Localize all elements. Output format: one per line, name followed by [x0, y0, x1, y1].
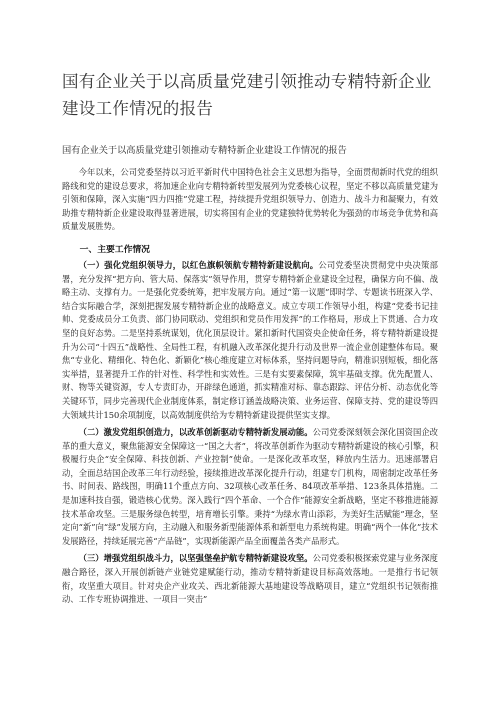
paragraph-2-lead: （二）激发党组织创造力，以改革创新驱动专精特新发展动能。: [78, 427, 313, 438]
document-subtitle: 国有企业关于以高质量党建引领推动专精特新企业建设工作情况的报告: [62, 145, 347, 156]
paragraph-2-text: 公司党委深刻领会深化国资国企改革的重大意义，聚焦能源安全保障这一“国之大者”，将改革创新作为驱动专精特新建设的核心引擎，积极履行央企“安全保障、科技创新、产业控制”使命。一是深化改革攻坚，释放内生活力。迅速部署启动，全面总结国企改革三年行动经验，接续推进改革深化提升行动，组建专门机构，周密制定改革任务书、时间表、路线图，明确11个重点方向、32项核心改革任务、84项改革举措、123条具体措施。二是加速科技自强，锻造核心优势。深入践行“四个革命、一个合作”能源安全新战略，坚定不移推进能源技术革命攻坚。三是服务绿色转型，培育增长引擎。秉持“为绿水青山添彩，为美好生活赋能”理念，坚定向“新”向“绿”发展方向，主动融入和服务新型能源体系和新型电力系统构建。明确“两个一体化”技术发展路径，持续延展完善“产品链”，实现新能源产品全面覆盖各类产品形式。: [62, 427, 438, 546]
paragraph-2: [62, 426, 438, 548]
section-heading: 一、主要工作情况: [79, 244, 150, 255]
paragraph-3-text: 公司党委积极探索党建与业务深度融合路径，深入开展创新链产业链党建赋能行动，推动专精特新建设目标高效落地。一是推行书记领衔，攻坚重大项目。针对央企产业攻关、西北新能源大基地建设等战略项目，建立“党组织书记领衔推动、工作专班协调推进、一项目一突击”: [62, 553, 438, 605]
document-title: 国有企业关于以高质量党建引领推动专精特新企业建设工作情况的报告: [62, 72, 432, 118]
paragraph-3: [62, 552, 438, 606]
paragraph-3-lead: （三）增强党组织战斗力，以坚强堡垒护航专精特新建设攻坚。: [78, 553, 313, 564]
intro-paragraph: 今年以来，公司党委坚持以习近平新时代中国特色社会主义思想为指导，全面贯彻新时代党的组织路线和党的建设总要求，将加速企业向专精特新转型发展列为党委核心议程，坚定不移以高质量党建为引领和保障，深入实施“四力四推”党建工程，持续提升党组织领导力、创造力、战斗力和凝聚力，有效助推专精特新企业建设取得显著进展，切实将国有企业的党建独特优势转化为强劲的市场竞争优势和高质量发展胜势。: [62, 167, 438, 232]
paragraph-1-lead: （一）强化党组织领导力，以红色旗帜领航专精特新建设航向。: [78, 259, 319, 270]
paragraph-1: [62, 259, 438, 422]
paragraph-1-text: 公司党委坚决贯彻党中央决策部署，充分发挥“把方向、管大局、保落实”领导作用，贯穿专精特新企业建设全过程，确保方向不偏、战略主动、支撑有力。一是强化党委统筹，把牢发展方向。通过“第一议题”即时学、专题读书班深入学、结合实际融合学，深刻把握发展专精特新企业的战略意义。成立专项工作领导小组，构建“党委书记挂帅、党委成员分工负责、部门协同联动、党组织和党员作用发挥”的工作格局，形成上下贯通、合力攻坚的良好态势。二是坚持系统谋划，优化顶层设计。紧扣新时代国资央企使命任务，将专精特新建设提升为公司“十四五”战略性、全局性工程，有机融入改革深化提升行动及世界一流企业创建整体布局。聚焦“专业化、精细化、特色化、新颖化”核心维度建立对标体系，坚持问题导向，精准识别短板，细化落实举措，显著提升工作的针对性、科学性和实效性。三是有实要素保障，筑牢基础支撑。优先配置人、财、物等关键资源，专人专责盯办，开辟绿色通道，抓实精准对标、靠态跟踪、评估分析、动态优化等关键环节，同步完善现代企业制度体系，制定修订涵盖战略决策、业务运营、保障支持、党的建设等四大领域共计150余项制度，以高效制度供给为专精特新建设提供坚实支撑。: [62, 259, 438, 420]
